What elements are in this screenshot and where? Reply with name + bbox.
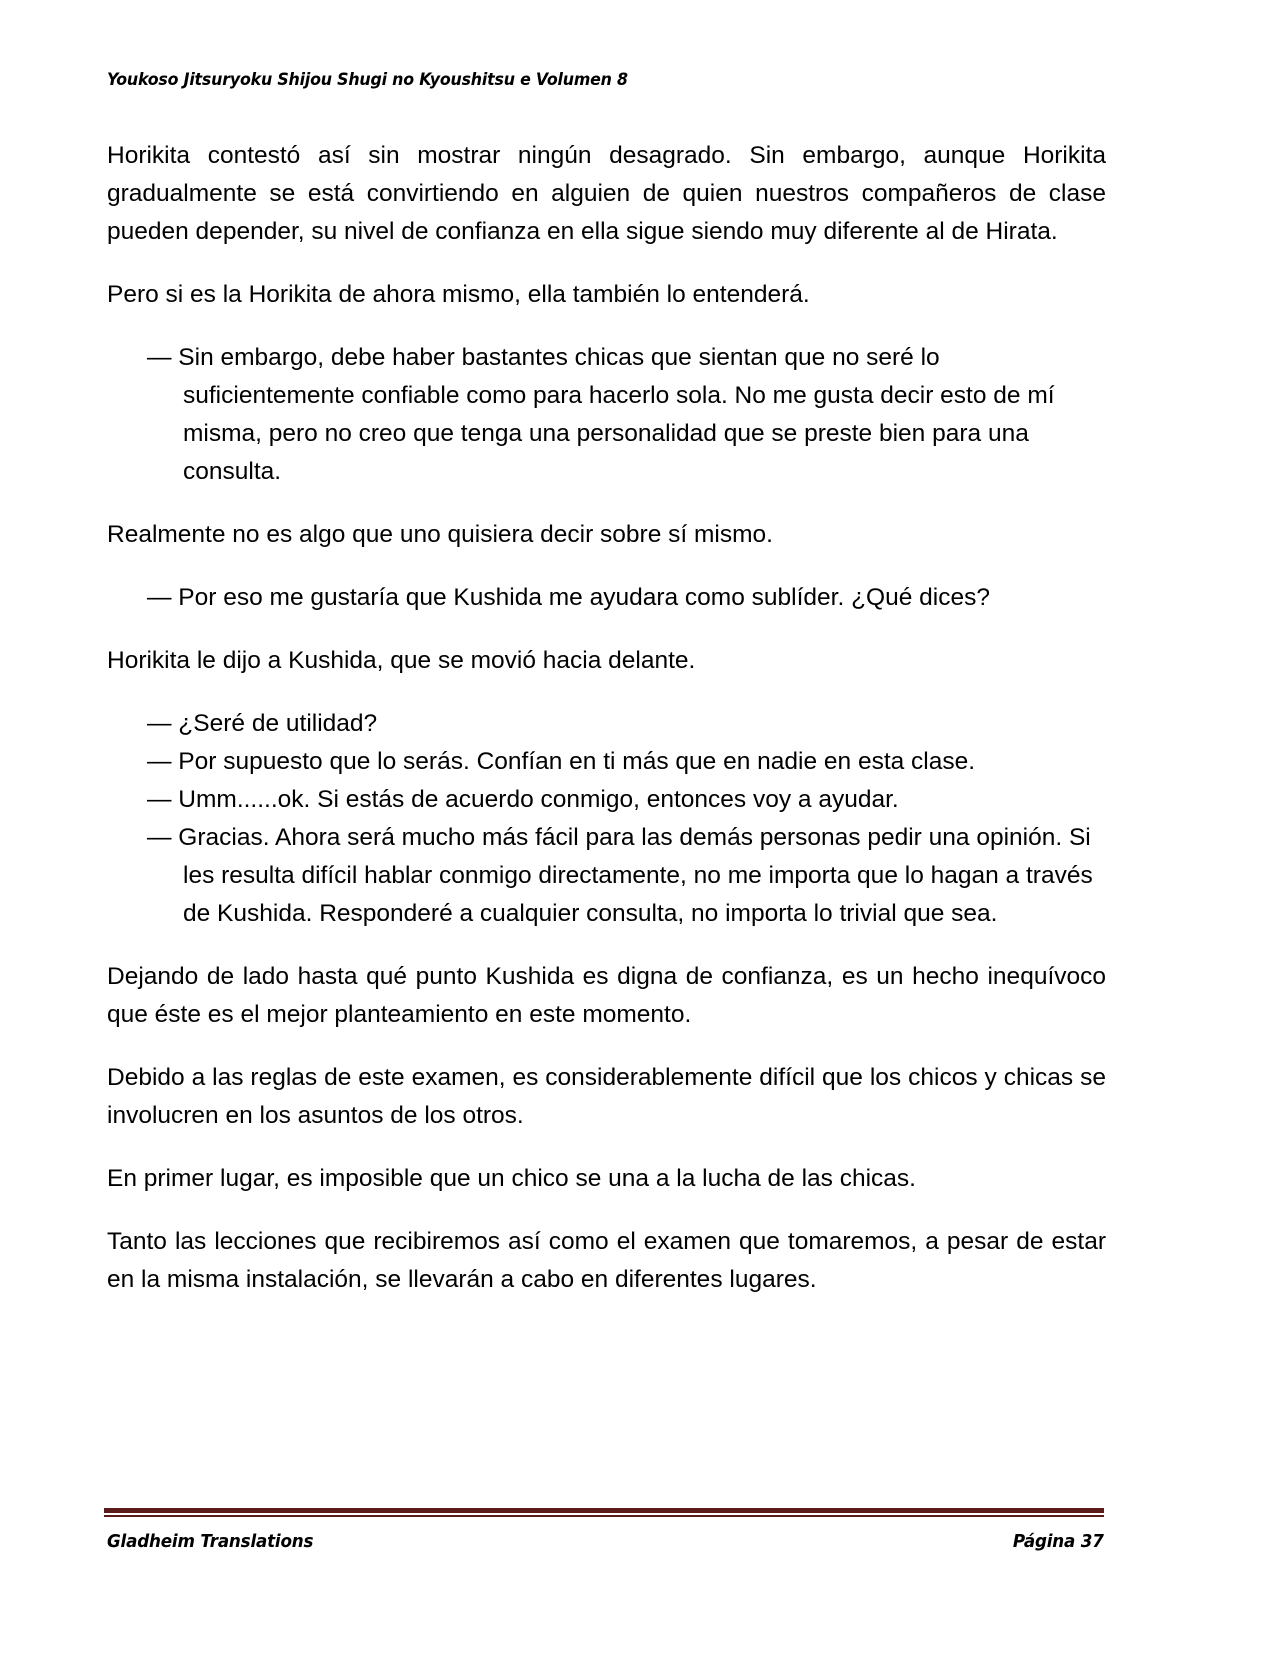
- document-body: [107, 137, 1106, 1299]
- page-footer: [104, 1508, 1104, 1557]
- dialogue-line: — Gracias. Ahora será mucho más fácil para las demás personas pedir una opinión. Si les resulta difícil hablar conmigo directamente, no me importa que lo hagan a través de Kushida. Responderé a cualquier consulta, no importa lo trivial que sea.: [147, 824, 1093, 927]
- paragraph: Horikita le dijo a Kushida, que se movió hacia delante.: [107, 647, 696, 674]
- footer-rule-thin: [104, 1515, 1104, 1517]
- header-title: Youkoso Jitsuryoku Shijou Shugi no Kyoushitsu e Volumen 8: [107, 70, 628, 90]
- paragraph: En primer lugar, es imposible que un chico se una a la lucha de las chicas.: [107, 1165, 916, 1192]
- page-header: [107, 70, 1107, 90]
- footer-text-row: [104, 1531, 1104, 1557]
- paragraph: Debido a las reglas de este examen, es considerablemente difícil que los chicos y chicas se involucren en los asuntos de los otros.: [107, 1064, 1106, 1129]
- paragraph: Pero si es la Horikita de ahora mismo, ella también lo entenderá.: [107, 281, 810, 308]
- footer-translator-credit: Gladheim Translations: [107, 1531, 314, 1552]
- dialogue-line: — Por eso me gustaría que Kushida me ayudara como sublíder. ¿Qué dices?: [147, 584, 990, 611]
- dialogue-line: — Por supuesto que lo serás. Confían en ti más que en nadie en esta clase.: [147, 748, 976, 775]
- dialogue-block: [107, 579, 1106, 617]
- paragraph: Horikita contestó así sin mostrar ningún desagrado. Sin embargo, aunque Horikita gradualmente se está convirtiendo en alguien de quien nuestros compañeros de clase pueden depender, su nivel de confianza en ella sigue siendo muy diferente al de Hirata.: [107, 142, 1106, 245]
- dialogue-block: [107, 339, 1106, 491]
- dialogue-line: — ¿Seré de utilidad?: [147, 710, 378, 737]
- footer-page-number: Página 37: [1013, 1531, 1104, 1552]
- dialogue-line: — Sin embargo, debe haber bastantes chicas que sientan que no seré lo suficientemente confiable como para hacerlo sola. No me gusta decir esto de mí misma, pero no creo que tenga una personalidad que se preste bien para una consulta.: [147, 344, 1055, 485]
- paragraph: Tanto las lecciones que recibiremos así como el examen que tomaremos, a pesar de estar en la misma instalación, se llevarán a cabo en diferentes lugares.: [107, 1228, 1106, 1293]
- dialogue-line: — Umm......ok. Si estás de acuerdo conmigo, entonces voy a ayudar.: [147, 786, 899, 813]
- dialogue-block: [107, 705, 1106, 933]
- paragraph: Realmente no es algo que uno quisiera decir sobre sí mismo.: [107, 521, 773, 548]
- paragraph: Dejando de lado hasta qué punto Kushida es digna de confianza, es un hecho inequívoco que éste es el mejor planteamiento en este momento.: [107, 963, 1106, 1028]
